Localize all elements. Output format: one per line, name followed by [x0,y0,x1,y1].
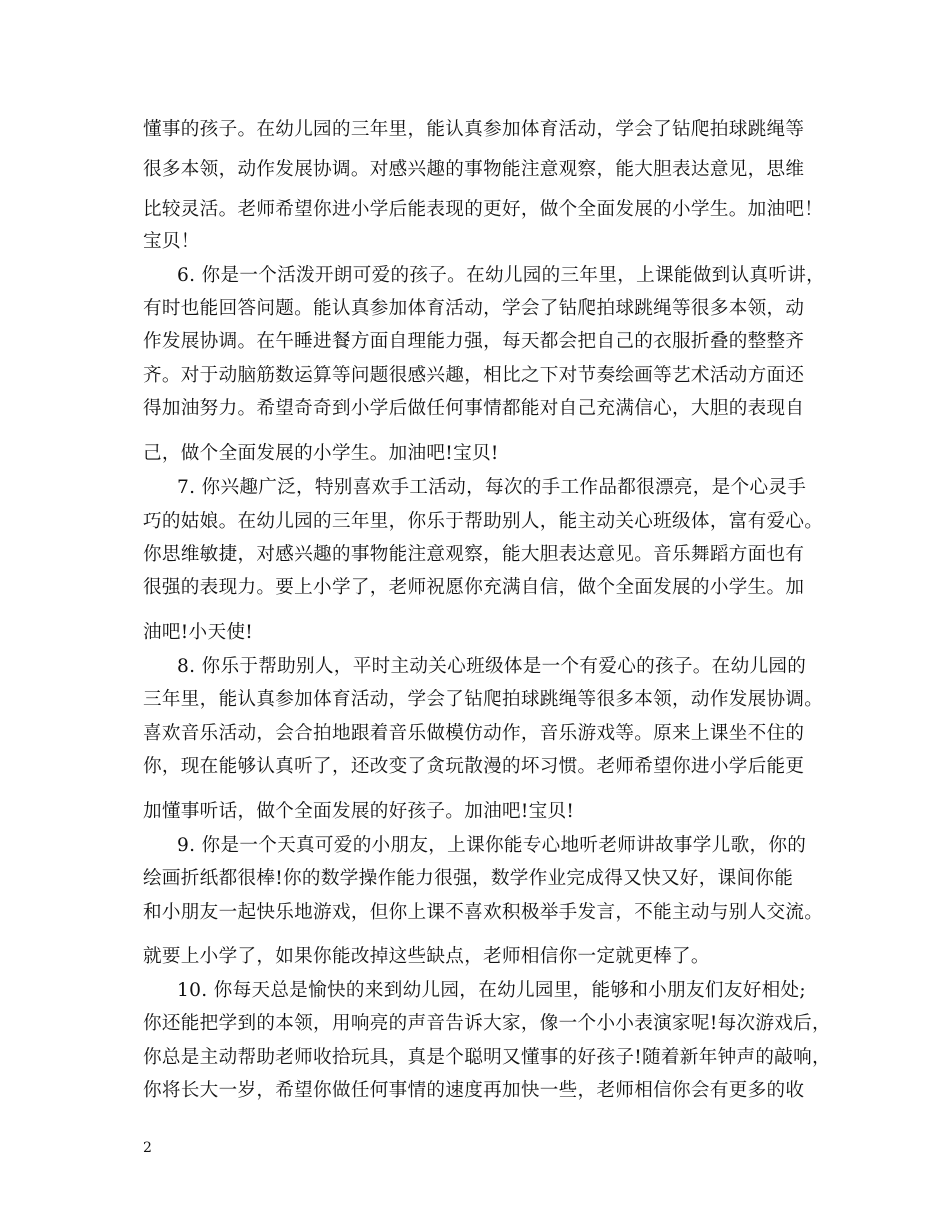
text-line: 喜欢音乐活动，会合拍地跟着音乐做模仿动作，音乐游戏等。原来上课坐不住的 [143,723,805,744]
text-line: 有时也能回答问题。能认真参加体育活动，学会了钻爬拍球跳绳等很多本领，动 [143,298,805,319]
text-line: 宝贝！ [143,231,200,252]
page-number: 2 [143,1140,152,1156]
text-line: 绘画折纸都很棒!你的数学操作能力很强，数学作业完成得又快又好，课间你能 [143,868,794,889]
text-line: 巧的姑娘。在幼儿园的三年里，你乐于帮助别人，能主动关心班级体，富有爱心。 [143,511,824,532]
text-line: 你，现在能够认真听了，还改变了贪玩散漫的坏习惯。老师希望你进小学后能更 [143,756,805,777]
text-line: 7. 你兴趣广泛，特别喜欢手工活动，每次的手工作品都很漂亮，是个心灵手 [177,477,807,498]
text-line: 己，做个全面发展的小学生。加油吧!宝贝! [143,443,499,464]
text-line: 你总是主动帮助老师收拾玩具，真是个聪明又懂事的好孩子!随着新年钟声的敲响， [143,1047,831,1068]
text-line: 8. 你乐于帮助别人，平时主动关心班级体是一个有爱心的孩子。在幼儿园的 [177,656,807,677]
text-line: 作发展协调。在午睡进餐方面自理能力强，每天都会把自己的衣服折叠的整整齐 [143,331,805,352]
text-line: 懂事的孩子。在幼儿园的三年里，能认真参加体育活动，学会了钻爬拍球跳绳等 [143,119,805,140]
text-line: 6. 你是一个活泼开朗可爱的孩子。在幼儿园的三年里，上课能做到认真听讲， [177,265,826,286]
text-line: 很强的表现力。要上小学了，老师祝愿你充满自信，做个全面发展的小学生。加 [143,577,805,598]
text-line: 10. 你每天总是愉快的来到幼儿园，在幼儿园里，能够和小朋友们友好相处; [177,980,806,1001]
text-line: 比较灵活。老师希望你进小学后能表现的更好，做个全面发展的小学生。加油吧！ [143,199,824,220]
text-line: 油吧!小天使! [143,622,254,643]
text-line: 得加油努力。希望奇奇到小学后做任何事情都能对自己充满信心，大胆的表现自 [143,398,805,419]
text-line: 很多本领，动作发展协调。对感兴趣的事物能注意观察，能大胆表达意见，思维 [143,159,805,180]
text-line: 9. 你是一个天真可爱的小朋友，上课你能专心地听老师讲故事学儿歌，你的 [177,835,807,856]
text-line: 就要上小学了，如果你能改掉这些缺点，老师相信你一定就更棒了。 [143,946,710,967]
text-line: 加懂事听话，做个全面发展的好孩子。加油吧!宝贝! [143,801,575,822]
text-line: 三年里，能认真参加体育活动，学会了钻爬拍球跳绳等很多本领，动作发展协调。 [143,689,824,710]
text-line: 齐。对于动脑筋数运算等问题很感兴趣，相比之下对节奏绘画等艺术活动方面还 [143,365,805,386]
text-line: 你将长大一岁，希望你做任何事情的速度再加快一些，老师相信你会有更多的收 [143,1080,805,1101]
text-line: 你思维敏捷，对感兴趣的事物能注意观察，能大胆表达意见。音乐舞蹈方面也有 [143,544,805,565]
text-line: 和小朋友一起快乐地游戏，但你上课不喜欢积极举手发言，不能主动与别人交流。 [143,902,824,923]
text-line: 你还能把学到的本领，用响亮的声音告诉大家，像一个小小表演家呢!每次游戏后， [143,1013,831,1034]
